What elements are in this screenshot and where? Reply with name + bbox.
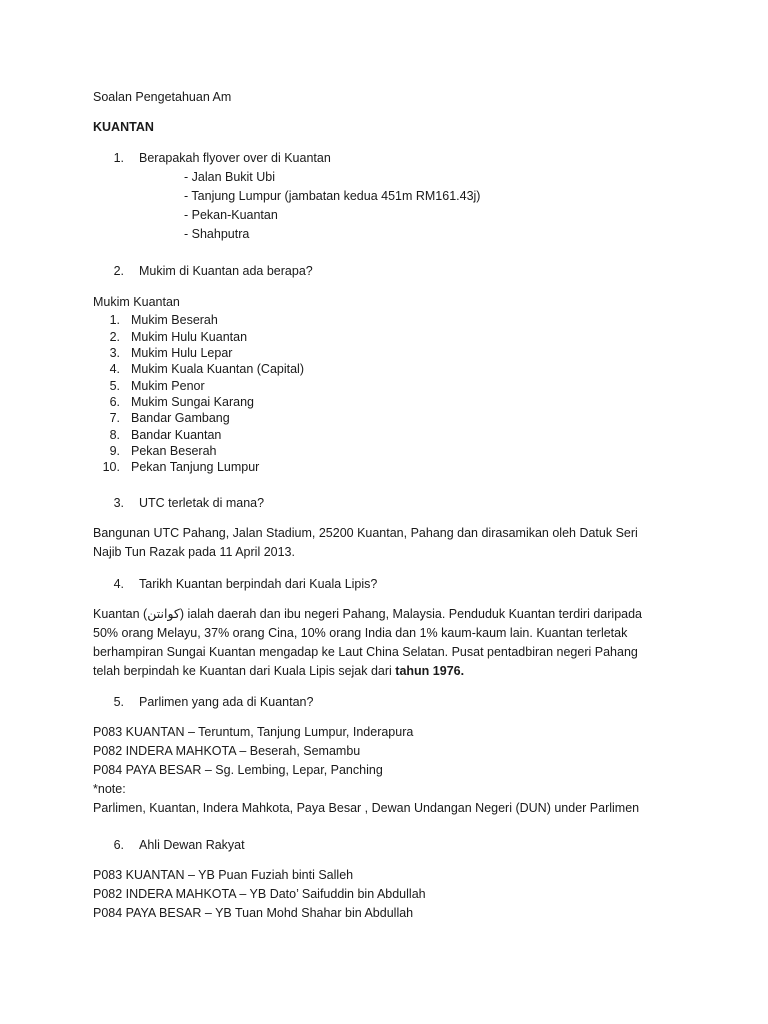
question-text: Parlimen yang ada di Kuantan?: [139, 695, 314, 709]
answer-line: berhampiran Sungai Kuantan mengadap ke Laut China Selatan. Pusat pentadbiran negeri Pahang: [93, 645, 638, 659]
list-number: 10.: [102, 460, 120, 474]
list-number: 3.: [109, 346, 120, 360]
list-number: 9.: [109, 444, 120, 458]
question-number: 3.: [113, 496, 124, 510]
question-number: 2.: [113, 264, 124, 278]
list-number: 5.: [109, 379, 120, 393]
answer-line: P083 KUANTAN – YB Puan Fuziah binti Salleh: [93, 868, 354, 882]
list-item: Mukim Hulu Lepar: [131, 346, 233, 360]
list-item: - Tanjung Lumpur (jambatan kedua 451m RM161.43j): [184, 189, 481, 203]
section-heading: KUANTAN: [93, 120, 154, 134]
answer-line: P082 INDERA MAHKOTA – YB Dato’ Saifuddin bin Abdullah: [93, 887, 426, 901]
answer-line: P084 PAYA BESAR – Sg. Lembing, Lepar, Panching: [93, 763, 383, 777]
note-text: Parlimen, Kuantan, Indera Mahkota, Paya Besar , Dewan Undangan Negeri (DUN) under Parlimen: [93, 801, 640, 815]
question-text: Mukim di Kuantan ada berapa?: [139, 264, 313, 278]
answer-line: P083 KUANTAN – Teruntum, Tanjung Lumpur, Inderapura: [93, 725, 414, 739]
answer-line: 50% orang Melayu, 37% orang Cina, 10% orang India dan 1% kaum-kaum lain. Kuantan terletak: [93, 626, 628, 640]
list-number: 7.: [109, 411, 120, 425]
answer-line: P082 INDERA MAHKOTA – Beserah, Semambu: [93, 744, 361, 758]
question-number: 1.: [113, 151, 124, 165]
question-text: Ahli Dewan Rakyat: [139, 838, 245, 852]
list-title: Mukim Kuantan: [93, 295, 180, 309]
answer-line: Kuantan (كوانتن) ialah daerah dan ibu negeri Pahang, Malaysia. Penduduk Kuantan terdiri daripada: [93, 607, 642, 621]
list-item: Bandar Gambang: [131, 411, 230, 425]
question-number: 4.: [113, 577, 124, 591]
list-item: Mukim Kuala Kuantan (Capital): [131, 362, 304, 376]
list-number: 4.: [109, 362, 120, 376]
list-item: Mukim Hulu Kuantan: [131, 330, 248, 344]
list-item: Mukim Sungai Karang: [131, 395, 254, 409]
list-item: - Pekan-Kuantan: [184, 208, 278, 222]
question-number: 6.: [113, 838, 124, 852]
list-item: Mukim Beserah: [131, 313, 218, 327]
answer-line: P084 PAYA BESAR – YB Tuan Mohd Shahar bin Abdullah: [93, 906, 414, 920]
answer-line: Bangunan UTC Pahang, Jalan Stadium, 25200 Kuantan, Pahang dan dirasamikan oleh Datuk Seri: [93, 526, 638, 540]
note-label: *note:: [93, 782, 126, 796]
list-number: 6.: [109, 395, 120, 409]
list-item: - Jalan Bukit Ubi: [184, 170, 276, 184]
list-item: Bandar Kuantan: [131, 428, 222, 442]
list-number: 1.: [109, 313, 120, 327]
question-text: UTC terletak di mana?: [139, 496, 265, 510]
question-number: 5.: [113, 695, 124, 709]
answer-line: Najib Tun Razak pada 11 April 2013.: [93, 545, 295, 559]
list-item: Mukim Penor: [131, 379, 205, 393]
list-item: Pekan Tanjung Lumpur: [131, 460, 260, 474]
document-title: Soalan Pengetahuan Am: [93, 90, 232, 104]
question-text: Berapakah flyover over di Kuantan: [139, 151, 331, 165]
list-item: - Shahputra: [184, 227, 250, 241]
list-item: Pekan Beserah: [131, 444, 217, 458]
answer-text: telah berpindah ke Kuantan dari Kuala Lipis sejak dari: [93, 664, 396, 678]
answer-line: [93, 663, 464, 679]
list-number: 2.: [109, 330, 120, 344]
answer-highlight: tahun 1976.: [395, 664, 465, 678]
question-text: Tarikh Kuantan berpindah dari Kuala Lipis?: [139, 577, 378, 591]
list-number: 8.: [109, 428, 120, 442]
